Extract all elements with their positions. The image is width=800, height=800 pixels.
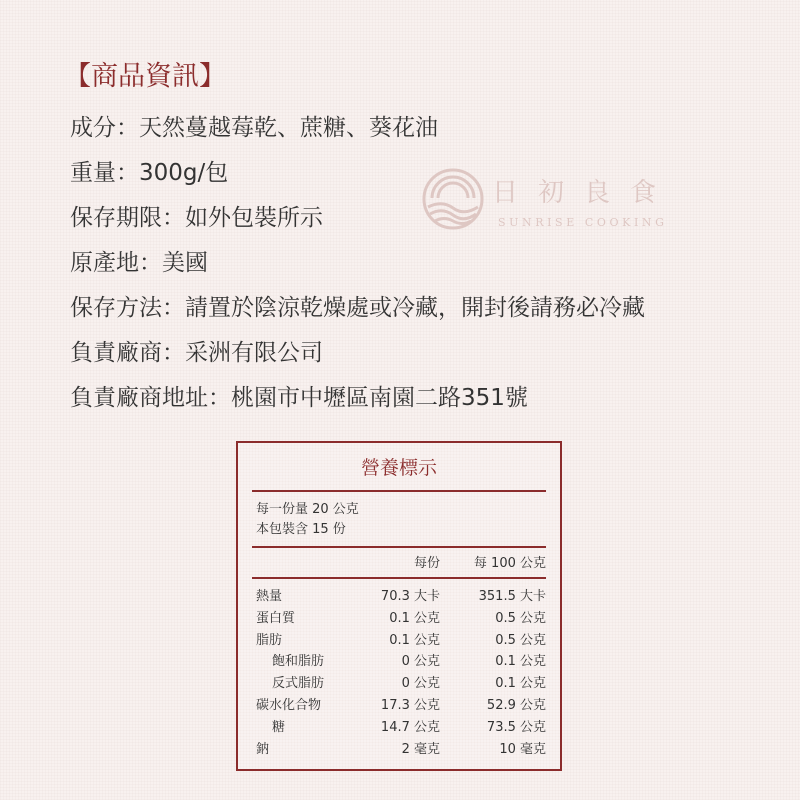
origin-line: 原產地：美國 [70, 250, 208, 276]
nutrition-row [238, 608, 560, 630]
nutrient-name: 飽和脂肪 [272, 654, 325, 670]
per-100g-value: 351.5 大卡 [478, 589, 546, 604]
brand-name-english: SUNRISE COOKING [498, 216, 668, 229]
nutrient-name: 反式脂肪 [272, 676, 325, 692]
nutrition-divider [252, 546, 546, 548]
nutrition-row [238, 717, 560, 739]
per-100g-value: 10 毫克 [499, 741, 546, 757]
product-info-list [70, 106, 645, 421]
nutrition-divider [252, 490, 546, 492]
nutrition-row [238, 586, 560, 608]
nutrition-title: 營養標示 [360, 457, 437, 479]
per-100g-value: 0.1 公克 [495, 654, 546, 670]
nutrient-name: 鈉 [256, 741, 270, 757]
product-info-title: 【商品資訊】 [64, 61, 226, 92]
storage-line: 保存方法：請置於陰涼乾燥處或冷藏，開封後請務必冷藏 [70, 295, 645, 321]
per-serving-value: 0.1 公克 [389, 632, 440, 648]
nutrition-row [238, 630, 560, 652]
nutrition-divider [252, 577, 546, 579]
serving-size: 每一份量 20 公克 [256, 502, 359, 517]
servings-per-package: 本包裝含 15 份 [256, 522, 346, 537]
per-serving-value: 0.1 公克 [389, 610, 440, 626]
nutrition-row [238, 695, 560, 717]
nutrient-name: 蛋白質 [256, 610, 296, 626]
ingredients-line: 成分：天然蔓越莓乾、蔗糖、葵花油 [70, 115, 438, 141]
brand-name-chinese: 日初良食 [492, 178, 677, 208]
per-serving-value: 0 公克 [401, 676, 440, 692]
sunrise-emblem-icon [420, 166, 486, 232]
per-100g-value: 73.5 公克 [486, 719, 546, 735]
nutrient-name: 碳水化合物 [256, 697, 322, 713]
per-serving-value: 14.7 公克 [380, 719, 440, 735]
nutrition-facts-table [236, 441, 562, 771]
shelf-life-line: 保存期限：如外包裝所示 [70, 205, 323, 231]
nutrient-name: 脂肪 [256, 632, 283, 648]
brand-logo [420, 166, 677, 246]
nutrient-name: 熱量 [256, 589, 283, 604]
weight-line: 重量：300g/包 [70, 160, 229, 186]
per-serving-value: 70.3 大卡 [380, 589, 440, 604]
per-100g-value: 52.9 公克 [486, 697, 546, 713]
nutrition-row [238, 739, 560, 761]
per-serving-header: 每份 [413, 556, 440, 571]
nutrition-row [238, 651, 560, 673]
nutrition-row [238, 673, 560, 695]
manufacturer-line: 負責廠商：采洲有限公司 [70, 340, 323, 366]
per-serving-value: 0 公克 [401, 654, 440, 670]
nutrient-name: 糖 [272, 719, 286, 735]
nutrition-rows [238, 586, 560, 760]
per-serving-value: 2 毫克 [401, 741, 440, 757]
per-100g-value: 0.1 公克 [495, 676, 546, 692]
manufacturer-address-line: 負責廠商地址：桃園市中壢區南園二路351號 [70, 385, 528, 411]
per-serving-value: 17.3 公克 [380, 697, 440, 713]
per-100g-header: 每 100 公克 [473, 556, 546, 571]
per-100g-value: 0.5 公克 [495, 632, 546, 648]
per-100g-value: 0.5 公克 [495, 610, 546, 626]
